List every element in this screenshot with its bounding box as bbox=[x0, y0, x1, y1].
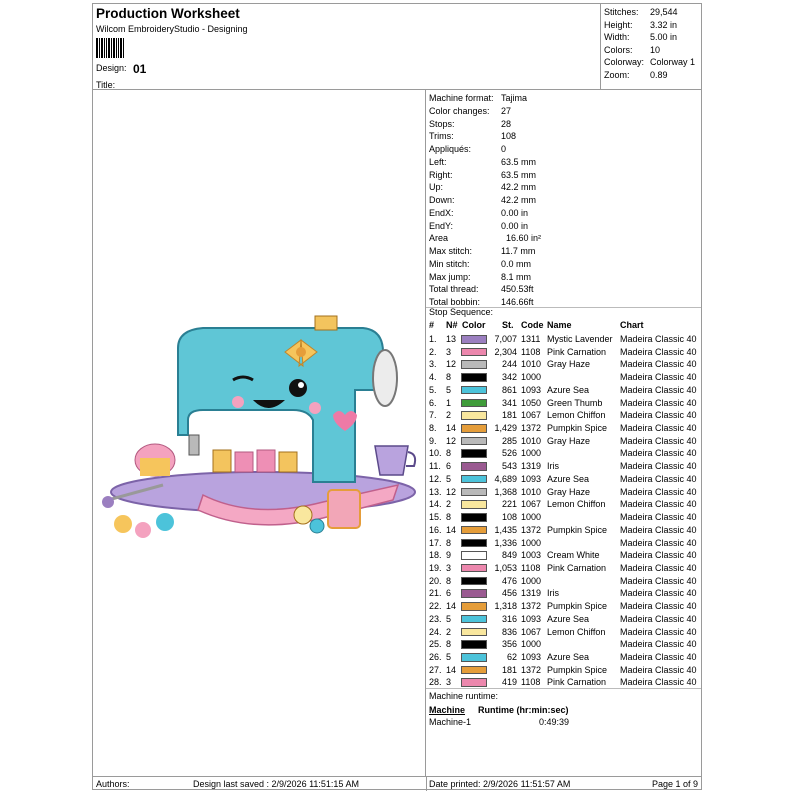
row-needle: 8 bbox=[446, 372, 452, 383]
info-key: Total thread: bbox=[429, 284, 479, 295]
row-chart: Madeira Classic 40 bbox=[620, 575, 697, 586]
info-key: Up: bbox=[429, 182, 444, 193]
row-stitches: 849 bbox=[501, 550, 517, 561]
info-value: Tajima bbox=[501, 93, 528, 103]
color-swatch bbox=[461, 653, 487, 662]
title-label: Title: bbox=[96, 80, 116, 90]
row-needle: 2 bbox=[446, 410, 452, 421]
row-stitches: 1,053 bbox=[494, 562, 517, 573]
color-swatch bbox=[461, 373, 487, 382]
row-num: 8. bbox=[429, 423, 437, 434]
row-chart: Madeira Classic 40 bbox=[620, 423, 697, 434]
info-value: 0 bbox=[501, 144, 507, 154]
info-value: 42.2 mm bbox=[501, 182, 537, 193]
row-code: 1010 bbox=[521, 359, 542, 370]
row-num: 18. bbox=[429, 550, 442, 561]
row-stitches: 62 bbox=[506, 652, 517, 662]
row-num: 4. bbox=[429, 372, 437, 383]
row-needle: 5 bbox=[446, 652, 452, 662]
info-value: 0.0 mm bbox=[501, 258, 532, 269]
row-stitches: 108 bbox=[501, 512, 517, 523]
color-swatch bbox=[461, 526, 487, 535]
info-key: EndY: bbox=[429, 220, 454, 231]
info-key: Min stitch: bbox=[429, 258, 470, 269]
stop-sequence-label: Stop Sequence: bbox=[429, 307, 494, 317]
row-chart: Madeira Classic 40 bbox=[620, 524, 697, 535]
row-stitches: 419 bbox=[501, 677, 517, 688]
color-swatch bbox=[461, 475, 487, 484]
row-code: 1010 bbox=[521, 435, 542, 446]
row-chart: Madeira Classic 40 bbox=[620, 613, 697, 624]
table-row bbox=[426, 587, 701, 600]
software-subtitle: Wilcom EmbroideryStudio - Designing bbox=[96, 24, 248, 34]
color-swatch bbox=[461, 513, 487, 522]
row-code: 1000 bbox=[521, 639, 542, 650]
color-swatch bbox=[461, 539, 487, 548]
color-swatch bbox=[461, 449, 487, 458]
row-needle: 5 bbox=[446, 473, 452, 484]
row-code: 1000 bbox=[521, 575, 542, 586]
row-chart: Madeira Classic 40 bbox=[620, 397, 697, 408]
design-label: Design: bbox=[96, 63, 127, 73]
row-stitches: 1,368 bbox=[494, 486, 517, 497]
row-needle: 14 bbox=[446, 524, 457, 535]
row-stitches: 181 bbox=[501, 410, 517, 421]
row-stitches: 476 bbox=[501, 575, 517, 586]
col-name: Name bbox=[547, 320, 572, 330]
row-name: Pumpkin Spice bbox=[547, 601, 608, 612]
row-needle: 12 bbox=[446, 486, 457, 497]
table-row bbox=[426, 537, 701, 550]
info-key: EndX: bbox=[429, 207, 454, 218]
row-chart: Madeira Classic 40 bbox=[620, 448, 697, 459]
row-name: Pink Carnation bbox=[547, 562, 607, 573]
row-chart: Madeira Classic 40 bbox=[620, 588, 697, 599]
row-needle: 8 bbox=[446, 537, 452, 548]
row-needle: 14 bbox=[446, 664, 457, 675]
row-chart: Madeira Classic 40 bbox=[620, 473, 697, 484]
row-stitches: 861 bbox=[501, 384, 517, 395]
row-code: 1067 bbox=[521, 626, 542, 637]
row-chart: Madeira Classic 40 bbox=[620, 461, 697, 472]
info-key: Max jump: bbox=[429, 271, 471, 282]
row-code: 1010 bbox=[521, 486, 542, 497]
row-num: 11. bbox=[429, 461, 441, 472]
row-chart: Madeira Classic 40 bbox=[620, 550, 697, 561]
row-needle: 6 bbox=[446, 588, 452, 599]
row-num: 2. bbox=[429, 346, 437, 357]
row-chart: Madeira Classic 40 bbox=[620, 639, 697, 650]
table-row bbox=[426, 409, 701, 422]
row-chart: Madeira Classic 40 bbox=[620, 626, 697, 637]
summary-key: Height: bbox=[604, 19, 633, 30]
row-stitches: 1,429 bbox=[494, 423, 517, 434]
row-code: 1093 bbox=[521, 473, 542, 484]
col-num: # bbox=[429, 320, 435, 330]
table-row bbox=[426, 447, 701, 460]
row-code: 1000 bbox=[521, 537, 542, 548]
info-value: 42.2 mm bbox=[501, 195, 537, 205]
info-value: 108 bbox=[501, 131, 517, 142]
row-needle: 8 bbox=[446, 512, 452, 523]
row-name: Lemon Chiffon bbox=[547, 626, 606, 637]
row-num: 15. bbox=[429, 512, 442, 523]
info-value: 63.5 mm bbox=[501, 156, 537, 167]
row-code: 1067 bbox=[521, 499, 542, 510]
runtime-col-time: Runtime (hr:min:sec) bbox=[478, 705, 569, 715]
row-stitches: 342 bbox=[501, 372, 517, 383]
row-num: 20. bbox=[429, 575, 442, 586]
row-name: Iris bbox=[547, 588, 559, 599]
row-stitches: 4,689 bbox=[494, 473, 517, 484]
row-stitches: 341 bbox=[501, 397, 517, 408]
row-name: Gray Haze bbox=[547, 486, 591, 497]
row-stitches: 456 bbox=[501, 588, 517, 599]
row-num: 21. bbox=[429, 588, 442, 599]
info-key: Trims: bbox=[429, 131, 454, 142]
row-num: 19. bbox=[429, 562, 442, 573]
table-row bbox=[426, 626, 701, 639]
sewing-machine-embroidery-image bbox=[93, 90, 426, 776]
table-row bbox=[426, 435, 701, 448]
row-stitches: 316 bbox=[501, 613, 517, 624]
row-needle: 5 bbox=[446, 384, 452, 395]
color-swatch bbox=[461, 424, 487, 433]
row-chart: Madeira Classic 40 bbox=[620, 677, 697, 688]
summary-key: Stitches: bbox=[604, 7, 639, 17]
table-row bbox=[426, 575, 701, 588]
info-key: Down: bbox=[429, 195, 455, 205]
info-value: 27 bbox=[501, 105, 512, 116]
row-num: 14. bbox=[429, 499, 442, 510]
row-name: Gray Haze bbox=[547, 359, 591, 370]
row-stitches: 181 bbox=[501, 664, 517, 675]
summary-value: 3.32 in bbox=[650, 19, 678, 30]
row-needle: 9 bbox=[446, 550, 452, 561]
color-swatch bbox=[461, 411, 487, 420]
table-row bbox=[426, 549, 701, 562]
row-needle: 14 bbox=[446, 601, 457, 612]
footer-printed: Date printed: 2/9/2026 11:51:57 AM bbox=[429, 779, 571, 789]
row-name: Azure Sea bbox=[547, 473, 590, 484]
summary-value: 5.00 in bbox=[650, 32, 678, 42]
row-needle: 12 bbox=[446, 359, 457, 370]
info-value: 0.00 in bbox=[501, 207, 529, 218]
color-swatch bbox=[461, 640, 487, 649]
row-name: Mystic Lavender bbox=[547, 334, 613, 344]
design-preview bbox=[93, 90, 426, 776]
color-swatch bbox=[461, 589, 487, 598]
table-row bbox=[426, 498, 701, 511]
row-needle: 3 bbox=[446, 677, 452, 688]
table-row bbox=[426, 638, 701, 651]
design-summary bbox=[601, 4, 701, 90]
row-num: 25. bbox=[429, 639, 442, 650]
row-num: 26. bbox=[429, 652, 442, 662]
runtime-machine: Machine-1 bbox=[429, 717, 472, 727]
color-swatch bbox=[461, 615, 487, 624]
table-row bbox=[426, 397, 701, 410]
summary-key: Colors: bbox=[604, 44, 633, 55]
footer-saved: Design last saved : 2/9/2026 11:51:15 AM bbox=[193, 779, 359, 789]
row-code: 1319 bbox=[521, 588, 542, 599]
stop-sequence-header bbox=[426, 320, 701, 332]
row-stitches: 1,318 bbox=[494, 601, 517, 612]
barcode-icon bbox=[96, 38, 128, 58]
color-swatch bbox=[461, 551, 487, 560]
info-key: Area bbox=[429, 233, 449, 244]
color-swatch bbox=[461, 564, 487, 573]
row-num: 23. bbox=[429, 613, 442, 624]
row-chart: Madeira Classic 40 bbox=[620, 410, 697, 421]
row-code: 1372 bbox=[521, 524, 542, 535]
divider bbox=[426, 688, 701, 689]
info-value: 146.66ft bbox=[501, 297, 534, 307]
runtime-header bbox=[429, 705, 569, 715]
row-name: Pumpkin Spice bbox=[547, 664, 608, 675]
table-row bbox=[426, 333, 701, 346]
info-value: 8.1 mm bbox=[501, 271, 532, 282]
table-row bbox=[426, 562, 701, 575]
color-swatch bbox=[461, 437, 487, 446]
info-key: Color changes: bbox=[429, 105, 490, 116]
row-name: Cream White bbox=[547, 550, 600, 561]
row-needle: 2 bbox=[446, 499, 452, 510]
row-num: 24. bbox=[429, 626, 442, 637]
row-name: Pink Carnation bbox=[547, 346, 607, 357]
col-chart: Chart bbox=[620, 320, 644, 330]
row-needle: 12 bbox=[446, 435, 457, 446]
runtime-time: 0:49:39 bbox=[539, 717, 570, 727]
table-row bbox=[426, 600, 701, 613]
row-chart: Madeira Classic 40 bbox=[620, 562, 697, 573]
col-color: Color bbox=[462, 320, 486, 330]
row-code: 1093 bbox=[521, 613, 542, 624]
row-chart: Madeira Classic 40 bbox=[620, 435, 697, 446]
row-stitches: 836 bbox=[501, 626, 517, 637]
row-name: Lemon Chiffon bbox=[547, 499, 606, 510]
color-swatch bbox=[461, 360, 487, 369]
worksheet-title: Production Worksheet bbox=[96, 6, 240, 21]
row-code: 1108 bbox=[521, 677, 541, 688]
row-num: 17. bbox=[429, 537, 442, 548]
row-num: 22. bbox=[429, 601, 442, 612]
table-row bbox=[426, 524, 701, 537]
row-num: 6. bbox=[429, 397, 437, 408]
table-row bbox=[426, 613, 701, 626]
info-value: 11.7 mm bbox=[501, 246, 536, 256]
row-stitches: 7,007 bbox=[494, 334, 517, 344]
row-name: Azure Sea bbox=[547, 613, 590, 624]
color-swatch bbox=[461, 386, 487, 395]
row-needle: 13 bbox=[446, 334, 457, 344]
row-stitches: 543 bbox=[501, 461, 517, 472]
row-chart: Madeira Classic 40 bbox=[620, 384, 697, 395]
summary-key: Colorway: bbox=[604, 57, 645, 67]
row-chart: Madeira Classic 40 bbox=[620, 334, 697, 344]
row-num: 28. bbox=[429, 677, 442, 688]
table-row bbox=[426, 664, 701, 677]
table-row bbox=[426, 371, 701, 384]
row-code: 1108 bbox=[521, 562, 541, 573]
row-needle: 3 bbox=[446, 346, 452, 357]
row-needle: 8 bbox=[446, 639, 452, 650]
info-key: Stops: bbox=[429, 118, 455, 129]
row-name: Iris bbox=[547, 461, 559, 472]
table-row bbox=[426, 651, 701, 664]
footer bbox=[93, 776, 701, 791]
row-num: 9. bbox=[429, 435, 437, 446]
row-code: 1372 bbox=[521, 423, 542, 434]
info-key: Appliqués: bbox=[429, 144, 472, 154]
production-worksheet bbox=[92, 3, 702, 790]
color-swatch bbox=[461, 666, 487, 675]
row-chart: Madeira Classic 40 bbox=[620, 537, 697, 548]
row-chart: Madeira Classic 40 bbox=[620, 346, 697, 357]
color-swatch bbox=[461, 462, 487, 471]
row-chart: Madeira Classic 40 bbox=[620, 664, 697, 675]
row-stitches: 1,336 bbox=[494, 537, 517, 548]
row-needle: 3 bbox=[446, 562, 452, 573]
color-swatch bbox=[461, 602, 487, 611]
row-needle: 2 bbox=[446, 626, 452, 637]
row-code: 1311 bbox=[521, 334, 541, 344]
color-swatch bbox=[461, 488, 487, 497]
summary-value: 0.89 bbox=[650, 69, 668, 80]
row-code: 1003 bbox=[521, 550, 542, 561]
info-value: 450.53ft bbox=[501, 284, 534, 295]
info-key: Max stitch: bbox=[429, 246, 473, 256]
row-stitches: 244 bbox=[501, 359, 517, 370]
row-code: 1067 bbox=[521, 410, 542, 421]
row-chart: Madeira Classic 40 bbox=[620, 652, 697, 662]
row-num: 7. bbox=[429, 410, 437, 421]
runtime-label: Machine runtime: bbox=[429, 691, 499, 701]
row-needle: 5 bbox=[446, 613, 452, 624]
row-name: Gray Haze bbox=[547, 435, 591, 446]
info-key: Left: bbox=[429, 156, 447, 167]
table-row bbox=[426, 346, 701, 359]
row-chart: Madeira Classic 40 bbox=[620, 601, 697, 612]
color-swatch bbox=[461, 399, 487, 408]
summary-key: Zoom: bbox=[604, 69, 630, 80]
row-stitches: 221 bbox=[501, 499, 517, 510]
color-swatch bbox=[461, 348, 487, 357]
row-code: 1000 bbox=[521, 448, 542, 459]
row-code: 1000 bbox=[521, 512, 542, 523]
row-num: 16. bbox=[429, 524, 442, 535]
header-panel bbox=[93, 4, 601, 90]
row-stitches: 526 bbox=[501, 448, 517, 459]
row-code: 1093 bbox=[521, 652, 542, 662]
row-num: 12. bbox=[429, 473, 442, 484]
row-name: Pink Carnation bbox=[547, 677, 607, 688]
col-st: St. bbox=[502, 320, 514, 330]
table-row bbox=[426, 486, 701, 499]
row-code: 1372 bbox=[521, 664, 542, 675]
summary-value: 10 bbox=[650, 44, 661, 55]
row-stitches: 356 bbox=[501, 639, 517, 650]
col-code: Code bbox=[521, 320, 544, 330]
footer-authors: Authors: bbox=[96, 779, 130, 789]
info-value: 63.5 mm bbox=[501, 169, 537, 180]
footer-page: Page 1 of 9 bbox=[652, 779, 699, 789]
row-needle: 8 bbox=[446, 575, 452, 586]
runtime-row bbox=[429, 717, 570, 727]
row-name: Pumpkin Spice bbox=[547, 524, 608, 535]
row-code: 1372 bbox=[521, 601, 542, 612]
row-needle: 6 bbox=[446, 461, 452, 472]
row-chart: Madeira Classic 40 bbox=[620, 512, 697, 523]
design-number: 01 bbox=[133, 62, 147, 76]
table-row bbox=[426, 358, 701, 371]
summary-key: Width: bbox=[604, 32, 630, 42]
row-code: 1000 bbox=[521, 372, 542, 383]
row-code: 1050 bbox=[521, 397, 542, 408]
info-key: Total bobbin: bbox=[429, 297, 481, 307]
row-name: Azure Sea bbox=[547, 384, 590, 395]
info-value: 0.00 in bbox=[501, 220, 529, 231]
row-chart: Madeira Classic 40 bbox=[620, 486, 697, 497]
table-row bbox=[426, 460, 701, 473]
row-num: 13. bbox=[429, 486, 442, 497]
row-chart: Madeira Classic 40 bbox=[620, 499, 697, 510]
row-needle: 1 bbox=[446, 397, 452, 408]
row-stitches: 2,304 bbox=[494, 346, 517, 357]
row-needle: 8 bbox=[446, 448, 452, 459]
row-chart: Madeira Classic 40 bbox=[620, 372, 697, 383]
row-num: 1. bbox=[429, 334, 437, 344]
color-swatch bbox=[461, 628, 487, 637]
summary-value: 29,544 bbox=[650, 7, 678, 17]
row-code: 1108 bbox=[521, 346, 541, 357]
row-name: Azure Sea bbox=[547, 652, 590, 662]
col-n: N# bbox=[446, 320, 458, 330]
info-value: 16.60 in² bbox=[501, 233, 542, 244]
color-swatch bbox=[461, 500, 487, 509]
row-name: Pumpkin Spice bbox=[547, 423, 608, 434]
row-stitches: 285 bbox=[501, 435, 517, 446]
row-num: 5. bbox=[429, 384, 437, 395]
row-num: 10. bbox=[429, 448, 442, 459]
table-row bbox=[426, 473, 701, 486]
table-row bbox=[426, 422, 701, 435]
row-needle: 14 bbox=[446, 423, 457, 434]
info-value: 28 bbox=[501, 118, 512, 129]
color-swatch bbox=[461, 335, 487, 344]
row-name: Lemon Chiffon bbox=[547, 410, 606, 421]
row-code: 1319 bbox=[521, 461, 542, 472]
row-code: 1093 bbox=[521, 384, 542, 395]
row-num: 27. bbox=[429, 664, 442, 675]
table-row bbox=[426, 511, 701, 524]
info-key: Right: bbox=[429, 169, 453, 180]
row-chart: Madeira Classic 40 bbox=[620, 359, 697, 370]
table-row bbox=[426, 384, 701, 397]
row-name: Green Thumb bbox=[547, 397, 603, 408]
runtime-col-machine: Machine bbox=[429, 705, 466, 715]
info-key: Machine format: bbox=[429, 93, 494, 103]
summary-value: Colorway 1 bbox=[650, 57, 696, 67]
row-num: 3. bbox=[429, 359, 437, 370]
color-swatch bbox=[461, 577, 487, 586]
color-swatch bbox=[461, 678, 487, 687]
row-stitches: 1,435 bbox=[494, 524, 517, 535]
